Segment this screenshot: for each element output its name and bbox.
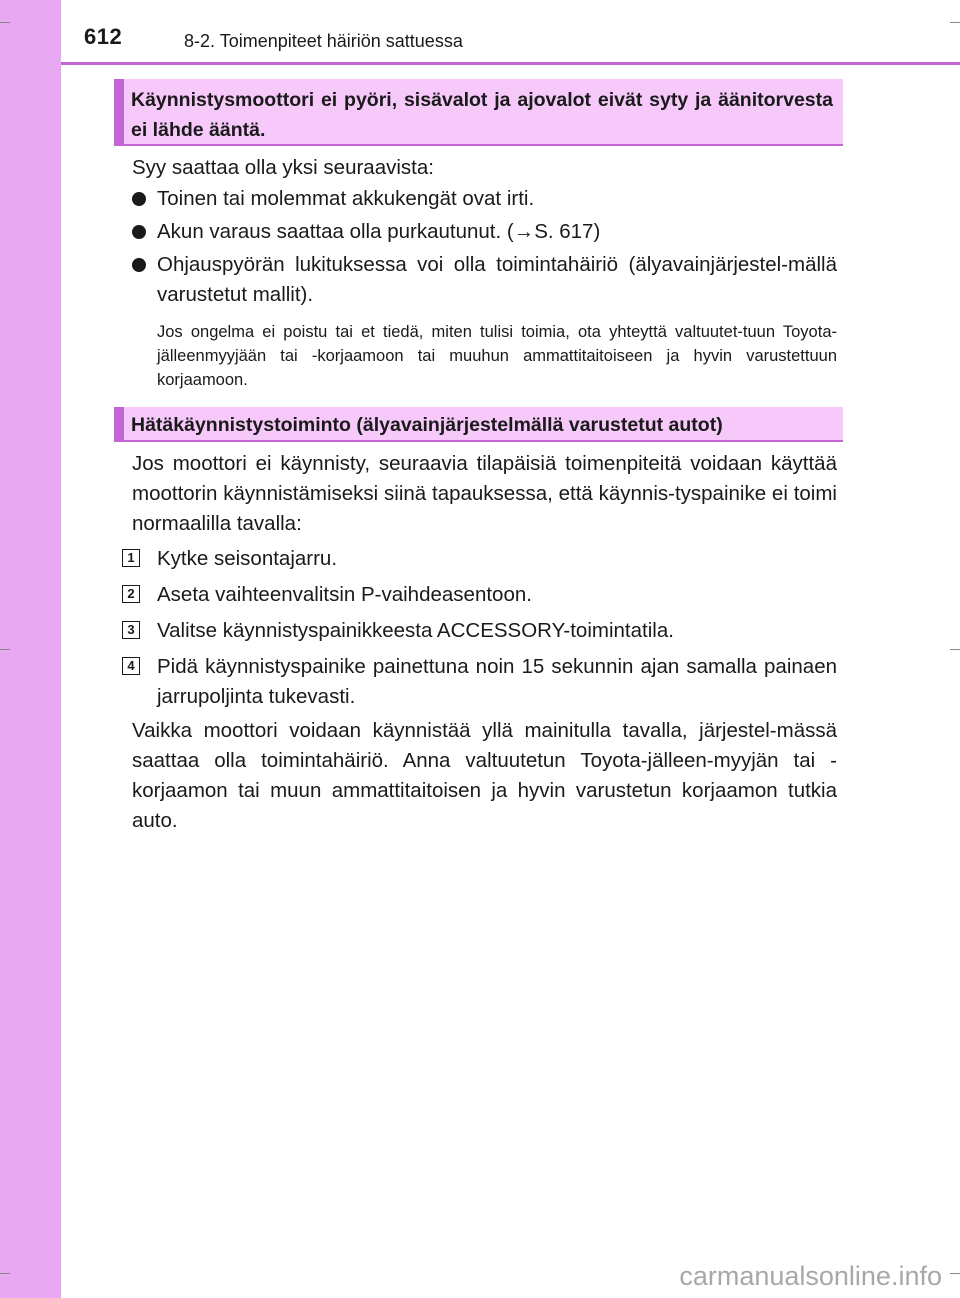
step-number: 2 (122, 585, 140, 603)
bullet-text: Ohjauspyörän lukituksessa voi olla toimintahäiriö (älyavainjärjestel-mällä varustetut mallit). (157, 253, 837, 306)
chapter-title: 8-2. Toimenpiteet häiriön sattuessa (184, 31, 463, 51)
crop-mark-top-left (0, 22, 10, 23)
crop-mark-mid-left (0, 649, 10, 650)
bullet-dot (132, 225, 146, 239)
step-number: 3 (122, 621, 140, 639)
section1-intro: Syy saattaa olla yksi seuraavista: (132, 156, 434, 179)
section-heading-emergency-start: Hätäkäynnistystoiminto (älyavainjärjestelmällä varustetut autot) (114, 407, 843, 442)
watermark: carmanualsonline.info (679, 1261, 942, 1291)
step-item (122, 580, 837, 610)
bullet-text: Akun varaus saattaa olla purkautunut. (→S. 617) (157, 220, 601, 243)
step-text: Pidä käynnistyspainike painettuna noin 15 sekunnin ajan samalla painaen jarrupoljinta tukevasti. (157, 655, 837, 708)
crop-mark-bottom-right (950, 1273, 960, 1274)
step-text: Kytke seisontajarru. (157, 547, 338, 570)
step-item (122, 652, 837, 712)
crop-mark-mid-right (950, 649, 960, 650)
bullet-item (132, 250, 837, 310)
section1-note: Jos ongelma ei poistu tai et tiedä, miten tulisi toimia, ota yhteyttä valtuutet-tuun Toyota-jälleenmyyjään tai -korjaamoon tai muuhun ammattitaitoiseen ja hyvin varustettuun korjaamoon. (157, 323, 837, 389)
section-heading-starter: Käynnistysmoottori ei pyöri, sisävalot ja ajovalot eivät syty ja äänitorvesta ei lähde ääntä. (114, 79, 843, 146)
section2-intro: Jos moottori ei käynnisty, seuraavia tilapäisiä toimenpiteitä voidaan käyttää moottorin käynnistämiseksi siinä tapauksessa, että käynnis-tyspainike ei toimi normaalilla tavalla: (132, 452, 837, 535)
page-number: 612 (84, 24, 123, 49)
bullet-text: Toinen tai molemmat akkukengät ovat irti. (157, 187, 535, 210)
step-number: 4 (122, 657, 140, 675)
crop-mark-bottom-left (0, 1273, 10, 1274)
step-item (122, 616, 837, 646)
bullet-item (132, 184, 837, 214)
bullet-dot (132, 258, 146, 272)
section2-closing: Vaikka moottori voidaan käynnistää yllä mainitulla tavalla, järjestel-mässä saattaa olla toimintahäiriö. Anna valtuutetun Toyota-jälleen-myyjän tai -korjaamon tai muun ammattitaitoisen ja hyvin varustetun korjaamon tutkia auto. (132, 719, 837, 832)
step-text: Valitse käynnistyspainikkeesta ACCESSORY-toimintatila. (157, 619, 674, 642)
bullet-item (132, 217, 837, 247)
header-rule (61, 62, 960, 65)
step-text: Aseta vaihteenvalitsin P-vaihdeasentoon. (157, 583, 532, 606)
bullet-dot (132, 192, 146, 206)
step-item (122, 544, 837, 574)
crop-mark-top-right (950, 22, 960, 23)
step-number: 1 (122, 549, 140, 567)
